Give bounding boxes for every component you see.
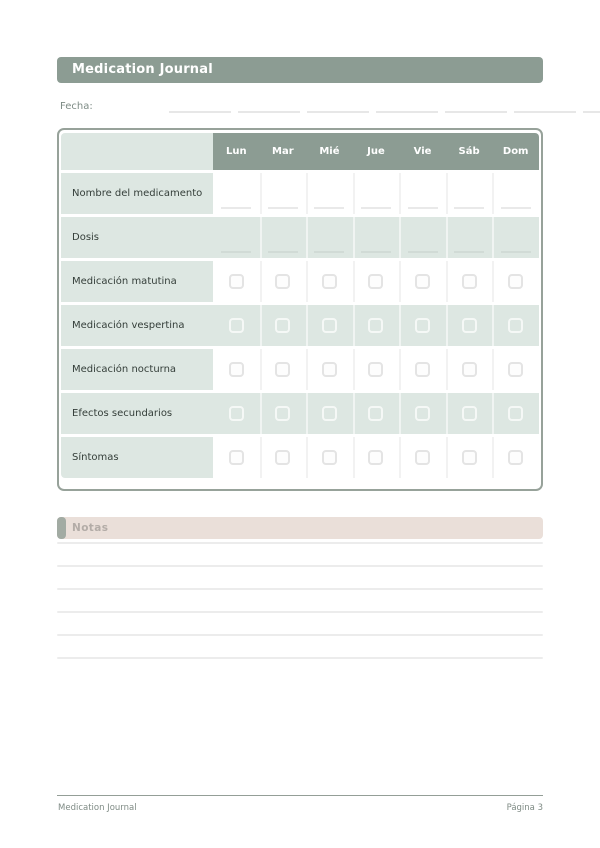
table-row	[61, 173, 539, 214]
day-cell-mar[interactable]	[260, 393, 307, 434]
medication-table	[61, 130, 539, 481]
day-header: Dom	[492, 133, 539, 170]
day-cell-mié[interactable]	[306, 217, 353, 258]
row-label: Dosis	[61, 217, 213, 258]
day-cell-mar[interactable]	[260, 217, 307, 258]
page-title: Medication Journal	[57, 57, 543, 83]
write-line	[268, 251, 298, 253]
day-cell-mié[interactable]	[306, 173, 353, 214]
checkbox[interactable]	[508, 450, 523, 465]
day-cell-jue[interactable]	[353, 261, 400, 302]
checkbox[interactable]	[462, 274, 477, 289]
table-row	[61, 349, 539, 390]
table-row	[61, 217, 539, 258]
checkbox[interactable]	[508, 318, 523, 333]
day-cell-mié[interactable]	[306, 349, 353, 390]
checkbox[interactable]	[415, 274, 430, 289]
day-cell-jue[interactable]	[353, 393, 400, 434]
row-label: Síntomas	[61, 437, 213, 478]
fecha-write-slot[interactable]	[376, 100, 438, 113]
checkbox[interactable]	[415, 318, 430, 333]
checkbox[interactable]	[229, 274, 244, 289]
checkbox[interactable]	[415, 450, 430, 465]
footer-page-number: Página 3	[506, 803, 543, 813]
checkbox[interactable]	[275, 450, 290, 465]
checkbox[interactable]	[229, 450, 244, 465]
write-line	[454, 207, 484, 209]
row-label: Medicación matutina	[61, 261, 213, 302]
fecha-write-slot[interactable]	[169, 100, 231, 113]
day-cell-sáb[interactable]	[446, 173, 493, 214]
note-ruled-line[interactable]	[57, 634, 543, 636]
row-label: Efectos secundarios	[61, 393, 213, 434]
fecha-write-slot[interactable]	[583, 100, 600, 113]
row-label: Medicación nocturna	[61, 349, 213, 390]
note-ruled-line[interactable]	[57, 611, 543, 613]
day-cell-lun[interactable]	[213, 349, 260, 390]
write-line	[221, 251, 251, 253]
write-line	[408, 251, 438, 253]
checkbox[interactable]	[508, 274, 523, 289]
table-row	[61, 305, 539, 346]
day-cell-lun[interactable]	[213, 437, 260, 478]
day-cell-lun[interactable]	[213, 305, 260, 346]
day-cell-sáb[interactable]	[446, 349, 493, 390]
table-header-row	[61, 133, 539, 170]
checkbox[interactable]	[229, 406, 244, 421]
day-cell-mié[interactable]	[306, 261, 353, 302]
day-cell-mar[interactable]	[260, 349, 307, 390]
fecha-write-slot[interactable]	[238, 100, 300, 113]
day-cell-mié[interactable]	[306, 393, 353, 434]
note-ruled-line[interactable]	[57, 565, 543, 567]
day-cell-jue[interactable]	[353, 349, 400, 390]
day-cell-vie[interactable]	[399, 437, 446, 478]
day-cell-jue[interactable]	[353, 437, 400, 478]
day-cell-vie[interactable]	[399, 305, 446, 346]
day-cell-sáb[interactable]	[446, 217, 493, 258]
day-header: Jue	[353, 133, 400, 170]
checkbox[interactable]	[368, 450, 383, 465]
checkbox[interactable]	[322, 450, 337, 465]
day-cell-sáb[interactable]	[446, 437, 493, 478]
write-line	[268, 207, 298, 209]
write-line	[314, 207, 344, 209]
table-row	[61, 393, 539, 434]
write-line	[408, 207, 438, 209]
note-ruled-line[interactable]	[57, 588, 543, 590]
day-cell-jue[interactable]	[353, 173, 400, 214]
day-cell-vie[interactable]	[399, 349, 446, 390]
write-line	[314, 251, 344, 253]
note-ruled-line[interactable]	[57, 657, 543, 659]
checkbox[interactable]	[462, 406, 477, 421]
checkbox[interactable]	[229, 362, 244, 377]
footer-document-name: Medication Journal	[58, 803, 137, 813]
checkbox[interactable]	[368, 362, 383, 377]
checkbox[interactable]	[275, 318, 290, 333]
checkbox[interactable]	[275, 362, 290, 377]
day-cell-lun[interactable]	[213, 393, 260, 434]
medication-table-card	[57, 128, 543, 491]
day-cell-lun[interactable]	[213, 173, 260, 214]
write-line	[361, 251, 391, 253]
day-cell-dom[interactable]	[492, 217, 539, 258]
day-cell-sáb[interactable]	[446, 305, 493, 346]
checkbox[interactable]	[508, 406, 523, 421]
day-cell-vie[interactable]	[399, 393, 446, 434]
checkbox[interactable]	[368, 318, 383, 333]
write-line	[501, 251, 531, 253]
note-ruled-line[interactable]	[57, 542, 543, 544]
day-cell-mié[interactable]	[306, 437, 353, 478]
day-cell-vie[interactable]	[399, 217, 446, 258]
table-row	[61, 437, 539, 478]
checkbox[interactable]	[275, 274, 290, 289]
checkbox[interactable]	[462, 318, 477, 333]
checkbox[interactable]	[368, 274, 383, 289]
checkbox[interactable]	[275, 406, 290, 421]
day-cell-jue[interactable]	[353, 305, 400, 346]
day-cell-mar[interactable]	[260, 305, 307, 346]
day-header: Sáb	[446, 133, 493, 170]
checkbox[interactable]	[322, 318, 337, 333]
checkbox[interactable]	[322, 406, 337, 421]
day-cell-dom[interactable]	[492, 349, 539, 390]
day-cell-dom[interactable]	[492, 437, 539, 478]
write-line	[361, 207, 391, 209]
checkbox[interactable]	[415, 406, 430, 421]
checkbox[interactable]	[322, 362, 337, 377]
day-cell-mié[interactable]	[306, 305, 353, 346]
row-label: Medicación vespertina	[61, 305, 213, 346]
write-line	[454, 251, 484, 253]
fecha-slot-row	[169, 100, 600, 113]
notes-accent-bar	[57, 517, 66, 539]
notes-title: Notas	[72, 522, 109, 534]
day-cell-dom[interactable]	[492, 305, 539, 346]
table-body	[61, 173, 539, 478]
day-header: Mar	[260, 133, 307, 170]
checkbox[interactable]	[229, 318, 244, 333]
day-cell-sáb[interactable]	[446, 393, 493, 434]
checkbox[interactable]	[462, 450, 477, 465]
fecha-label: Fecha:	[60, 101, 93, 112]
fecha-write-slot[interactable]	[307, 100, 369, 113]
fecha-write-slot[interactable]	[514, 100, 576, 113]
day-cell-vie[interactable]	[399, 173, 446, 214]
table-corner-cell	[61, 133, 213, 170]
day-cell-sáb[interactable]	[446, 261, 493, 302]
day-header: Vie	[399, 133, 446, 170]
write-line	[221, 207, 251, 209]
day-header: Mié	[306, 133, 353, 170]
checkbox[interactable]	[462, 362, 477, 377]
day-cell-mar[interactable]	[260, 261, 307, 302]
day-cell-mar[interactable]	[260, 437, 307, 478]
notes-header-bar	[57, 517, 543, 539]
checkbox[interactable]	[508, 362, 523, 377]
footer-divider	[57, 795, 543, 796]
table-row	[61, 261, 539, 302]
fecha-write-slot[interactable]	[445, 100, 507, 113]
checkbox[interactable]	[368, 406, 383, 421]
day-cell-dom[interactable]	[492, 393, 539, 434]
day-cell-mar[interactable]	[260, 173, 307, 214]
checkbox[interactable]	[415, 362, 430, 377]
day-cell-jue[interactable]	[353, 217, 400, 258]
day-cell-dom[interactable]	[492, 261, 539, 302]
day-cell-lun[interactable]	[213, 261, 260, 302]
row-label: Nombre del medicamento	[61, 173, 213, 214]
day-header: Lun	[213, 133, 260, 170]
write-line	[501, 207, 531, 209]
day-cell-dom[interactable]	[492, 173, 539, 214]
day-cell-lun[interactable]	[213, 217, 260, 258]
day-cell-vie[interactable]	[399, 261, 446, 302]
checkbox[interactable]	[322, 274, 337, 289]
